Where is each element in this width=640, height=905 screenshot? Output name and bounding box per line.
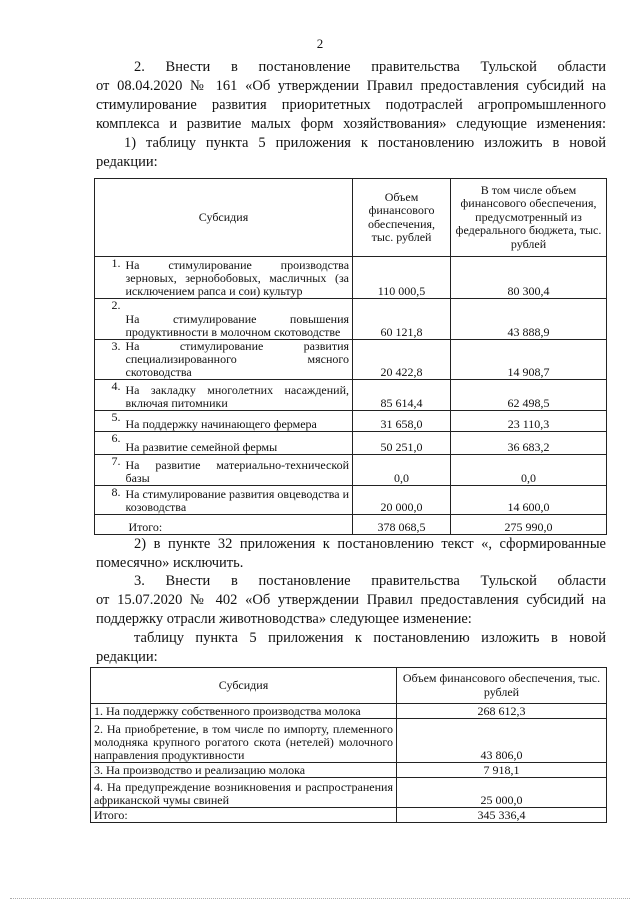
row-number: 2.	[95, 299, 123, 340]
row-volume: 7 918,1	[397, 763, 607, 778]
row-name: На поддержку начинающего фермера	[123, 411, 353, 432]
row-name: На стимулирование производства зерновых, зернобобовых, масличных (за исключением рапса и сои) культур	[123, 257, 353, 299]
table-row	[95, 486, 607, 515]
text-line: комплекса и развитие малых форм хозяйствования» следующие изменения:	[96, 116, 606, 132]
text-line: 2. Внести в постановление правительства Тульской области	[134, 59, 606, 75]
page-number: 2	[316, 36, 324, 51]
table-header: Объем финансового обеспечения, тыс. рублей	[353, 179, 451, 257]
total-federal: 275 990,0	[451, 515, 607, 535]
row-number: 4.	[95, 380, 123, 411]
row-volume: 43 806,0	[397, 719, 607, 763]
table-row	[95, 411, 607, 432]
table-header: Субсидия	[95, 179, 353, 257]
row-name: На развитие материально-технической базы	[123, 455, 353, 486]
paragraph-item-2	[96, 535, 606, 573]
table-row	[95, 380, 607, 411]
paragraph-2	[96, 58, 606, 172]
row-volume: 20 000,0	[353, 486, 451, 515]
table-row	[95, 299, 607, 340]
table-row	[95, 432, 607, 455]
row-volume: 25 000,0	[397, 778, 607, 808]
row-name: 2. На приобретение, в том числе по импорту, племенного молодняка крупного рогатого скота (нетелей) молочного направления продуктивности	[91, 719, 397, 763]
table-header: Субсидия	[91, 668, 397, 704]
row-volume: 60 121,8	[353, 299, 451, 340]
row-number: 8.	[95, 486, 123, 515]
table-total-row	[95, 515, 607, 535]
row-number: 1.	[95, 257, 123, 299]
table-row	[95, 340, 607, 380]
row-federal: 43 888,9	[451, 299, 607, 340]
scan-artifact-line	[10, 894, 630, 899]
row-federal: 36 683,2	[451, 432, 607, 455]
text-line: стимулирование развития приоритетных подотраслей агропромышленного	[96, 97, 606, 113]
row-name: На стимулирование развития овцеводства и козоводства	[123, 486, 353, 515]
text-line: от 08.04.2020 № 161 «Об утверждении Правил предоставления субсидий на	[96, 78, 606, 94]
row-volume: 31 658,0	[353, 411, 451, 432]
row-volume: 110 000,5	[353, 257, 451, 299]
row-number: 5.	[95, 411, 123, 432]
row-volume: 20 422,8	[353, 340, 451, 380]
paragraph-3	[96, 572, 606, 667]
table-row	[91, 704, 607, 719]
text-line: 2) в пункте 32 приложения к постановлению текст «, сформированные	[134, 536, 606, 552]
table-row	[95, 257, 607, 299]
row-federal: 62 498,5	[451, 380, 607, 411]
row-name: На развитие семейной фермы	[123, 432, 353, 455]
row-volume: 50 251,0	[353, 432, 451, 455]
total-volume: 345 336,4	[397, 808, 607, 823]
table-header: В том числе объем финансового обеспечения, предусмотренный из федерального бюджета, тыс. рублей	[451, 179, 607, 257]
text-line: помесячно» исключить.	[96, 555, 244, 571]
row-name: 4. На предупреждение возникновения и распространения африканской чумы свиней	[91, 778, 397, 808]
row-name: На закладку многолетних насаждений, включая питомники	[123, 380, 353, 411]
row-federal: 80 300,4	[451, 257, 607, 299]
table-header: Объем финансового обеспечения, тыс. рублей	[397, 668, 607, 704]
row-number: 3.	[95, 340, 123, 380]
table-row	[91, 719, 607, 763]
table-row	[91, 778, 607, 808]
text-line: поддержку отрасли животноводства» следующее изменение:	[96, 611, 472, 627]
row-federal: 0,0	[451, 455, 607, 486]
total-label: Итого:	[123, 515, 353, 535]
row-name: 1. На поддержку собственного производства молока	[91, 704, 397, 719]
total-label: Итого:	[91, 808, 397, 823]
row-federal: 23 110,3	[451, 411, 607, 432]
table-row	[91, 763, 607, 778]
row-number: 6.	[95, 432, 123, 455]
text-line: 1) таблицу пункта 5 приложения к постановлению изложить в новой	[124, 135, 606, 151]
text-line: редакции:	[96, 649, 158, 665]
text-line: 3. Внести в постановление правительства Тульской области	[134, 573, 606, 589]
table-total-row	[91, 808, 607, 823]
row-number: 7.	[95, 455, 123, 486]
subsidy-table-2	[90, 667, 607, 823]
text-line: от 15.07.2020 № 402 «Об утверждении Правил предоставления субсидий на	[96, 592, 606, 608]
text-line: редакции:	[96, 154, 158, 170]
subsidy-table-1	[94, 178, 607, 535]
row-volume: 0,0	[353, 455, 451, 486]
row-federal: 14 908,7	[451, 340, 607, 380]
row-volume: 85 614,4	[353, 380, 451, 411]
row-name: На стимулирование развития специализированного мясного скотоводства	[123, 340, 353, 380]
total-volume: 378 068,5	[353, 515, 451, 535]
row-federal: 14 600,0	[451, 486, 607, 515]
row-name: На стимулирование повышения продуктивности в молочном скотоводстве	[123, 299, 353, 340]
table-row	[95, 455, 607, 486]
row-name: 3. На производство и реализацию молока	[91, 763, 397, 778]
row-volume: 268 612,3	[397, 704, 607, 719]
text-line: таблицу пункта 5 приложения к постановлению изложить в новой	[134, 630, 606, 646]
